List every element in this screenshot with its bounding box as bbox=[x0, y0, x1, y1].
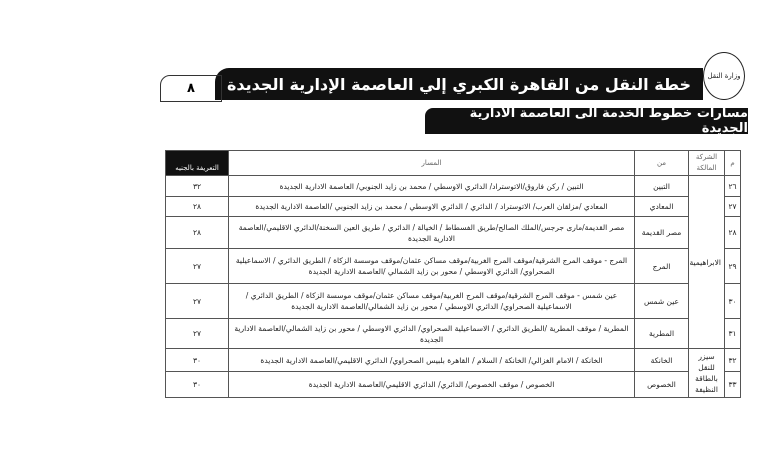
row-num: ٣٣ bbox=[725, 372, 741, 398]
header-route: المسار bbox=[229, 151, 635, 176]
row-fare: ٢٧ bbox=[166, 319, 229, 349]
row-num: ٢٦ bbox=[725, 176, 741, 197]
table-row bbox=[166, 217, 741, 249]
row-num: ٣٢ bbox=[725, 349, 741, 372]
row-fare: ٣٠ bbox=[166, 349, 229, 372]
header-from: من bbox=[635, 151, 689, 176]
row-route: الخصوص / موقف الخصوص/ الدائري/ الدائري الاقليمي/العاصمة الادارية الجديدة bbox=[229, 372, 635, 398]
row-route: التبين / ركن فاروق/الاتوستراد/ الدائري الاوسطي / محمد بن زايد الجنوبي/ العاصمة الادارية الجديدة bbox=[229, 176, 635, 197]
header-fare: التعريفة بالجنيه bbox=[166, 151, 229, 176]
row-num: ٢٧ bbox=[725, 197, 741, 217]
row-from: عين شمس bbox=[635, 284, 689, 319]
table-row bbox=[166, 372, 741, 398]
row-fare: ٢٨ bbox=[166, 217, 229, 249]
document-title bbox=[215, 68, 703, 100]
company-cell: الابراهيمية bbox=[689, 176, 725, 349]
row-from: المطرية bbox=[635, 319, 689, 349]
table-row bbox=[166, 284, 741, 319]
routes-table bbox=[165, 150, 741, 398]
row-from: المعادي bbox=[635, 197, 689, 217]
row-num: ٣١ bbox=[725, 319, 741, 349]
ministry-logo bbox=[703, 52, 745, 100]
header-company: الشركة المالكة bbox=[689, 151, 725, 176]
row-from: المرج bbox=[635, 249, 689, 284]
row-fare: ٣٢ bbox=[166, 176, 229, 197]
row-route: المرج - موقف المرج الشرقية/موقف المرج الغربية/موقف مساكن عثمان/موقف موسسة الزكاة / الطريق الدائري / الاسماعيلية الصحراوي/ الدائري الاوسطي / محور بن زايد الشمالي /العاصمة الادارية الجديدة bbox=[229, 249, 635, 284]
row-from: مصر القديمة bbox=[635, 217, 689, 249]
row-from: الخانكة bbox=[635, 349, 689, 372]
row-num: ٣٠ bbox=[725, 284, 741, 319]
row-route: عين شمس - موقف المرج الشرقية/موقف المرج الغربية/موقف مساكن عثمان/موقف موسسة الزكاة / الطريق الدائري /الاسماعيلية الصحراوي/ الدائري الاوسطي / محور بن زايد الشمالي/العاصمة الادارية الجديدة bbox=[229, 284, 635, 319]
row-from: التبين bbox=[635, 176, 689, 197]
row-num: ٢٩ bbox=[725, 249, 741, 284]
table-row bbox=[166, 319, 741, 349]
company-cell: سيزر للنقل بالطاقة النظيفة bbox=[689, 349, 725, 398]
row-fare: ٣٠ bbox=[166, 372, 229, 398]
table-header-row bbox=[166, 151, 741, 176]
row-route: المعادي /مزلقان العرب/ الاتوستراد / الدائري / الدائري الاوسطي / محمد بن زايد الجنوبي /العاصمة الادارية الجديدة bbox=[229, 197, 635, 217]
row-route: مصر القديمة/مارى جرجس/الملك الصالح/طريق الفسطاط / الخيالة / الدائري / طريق العين السخنة/الدائري الاقليمي/العاصمة الادارية الجديدة bbox=[229, 217, 635, 249]
row-fare: ٢٧ bbox=[166, 249, 229, 284]
section-heading: مسارات خطوط الخدمة الى العاصمة الادارية الجديدة bbox=[425, 108, 748, 134]
table-row bbox=[166, 349, 741, 372]
table-row bbox=[166, 176, 741, 197]
row-fare: ٢٨ bbox=[166, 197, 229, 217]
row-num: ٢٨ bbox=[725, 217, 741, 249]
logo-text: وزارة النقل bbox=[707, 72, 741, 80]
table-row bbox=[166, 249, 741, 284]
page-number: ٨ bbox=[160, 75, 222, 102]
title-text: خطة النقل من القاهرة الكبري إلي العاصمة الإدارية الجديدة bbox=[226, 74, 692, 94]
table-row bbox=[166, 197, 741, 217]
header-num: م bbox=[725, 151, 741, 176]
row-route: المطرية / موقف المطرية /الطريق الدائري / الاسماعيلية الصحراوي/ الدائري الاوسطي / محور بن زايد الشمالي/العاصمة الادارية الجديدة bbox=[229, 319, 635, 349]
row-fare: ٢٧ bbox=[166, 284, 229, 319]
row-from: الخصوص bbox=[635, 372, 689, 398]
row-route: الخانكة / الامام الغزالي/ الخانكة / السلام / القاهرة بلبيس الصحراوي/ الدائري الاقليمي/العاصمة الادارية الجديدة bbox=[229, 349, 635, 372]
